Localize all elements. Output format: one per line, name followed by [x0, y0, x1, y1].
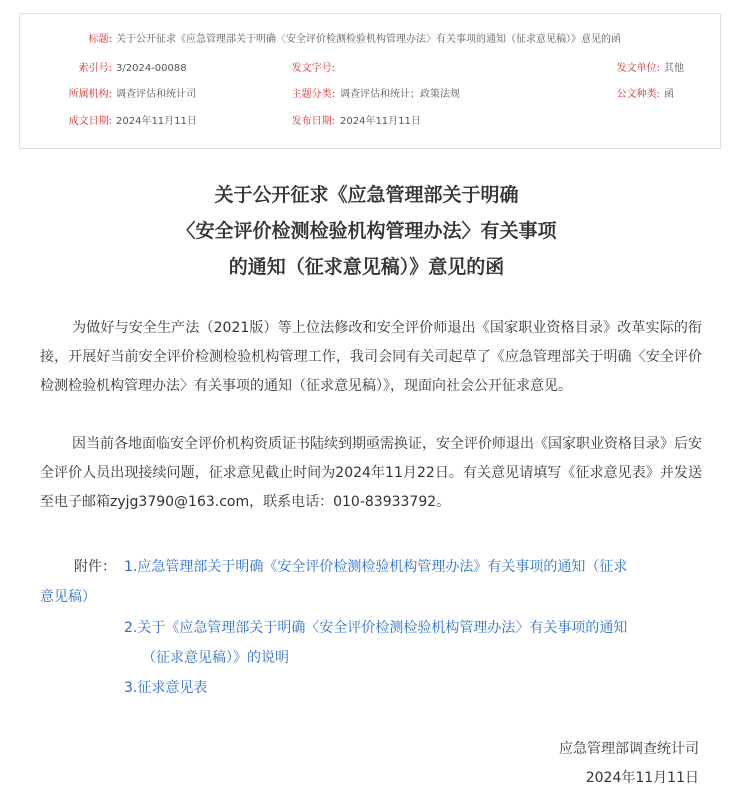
body-paragraph-1 [40, 314, 702, 401]
meta-date-pub-label: 发布日期: [291, 116, 335, 127]
attachment-1-link[interactable]: 1.应急管理部关于明确《安全评价检测检验机构管理办法》有关事项的通知（征求 [124, 559, 628, 575]
signature-org: 应急管理部调查统计司 [559, 741, 699, 757]
meta-row-org [20, 88, 720, 102]
meta-row-index [20, 62, 720, 76]
attachment-3-link[interactable]: 3.征求意见表 [124, 680, 208, 696]
attachment-2-link[interactable]: 2.关于《应急管理部关于明确〈安全评价检测检验机构管理办法〉有关事项的通知 [124, 620, 628, 636]
meta-title-label: 标题: [88, 34, 112, 45]
signature-date: 2024年11月11日 [585, 770, 699, 786]
body-paragraph-2 [40, 430, 702, 517]
meta-title-value: 关于公开征求《应急管理部关于明确〈安全评价检测检验机构管理办法〉有关事项的通知（征求意见稿）》意见的函 [116, 34, 621, 45]
meta-issuer-label: 发文单位: [616, 63, 660, 74]
meta-issuer-value: 其他 [664, 63, 684, 74]
meta-date-made-value: 2024年11月11日 [116, 116, 197, 127]
body-paragraph-1-text: 为做好与安全生产法（2021版）等上位法修改和安全评价师退出《国家职业资格目录》改革实际的衔接，开展好当前安全评价检测检验机构管理工作，我司会同有关司起草了《应急管理部关于明确〈安全评价检测检验机构管理办法〉有关事项的通知（征求意见稿）》，现面向社会公开征求意见。 [40, 320, 702, 394]
meta-row-dates [20, 115, 720, 129]
meta-org-label: 所属机构: [68, 89, 112, 100]
meta-date-made-label: 成文日期: [68, 116, 112, 127]
attachment-2-link-cont[interactable]: （征求意见稿）》的说明 [142, 650, 289, 666]
meta-date-pub-value: 2024年11月11日 [340, 116, 421, 127]
meta-topic-label: 主题分类: [291, 89, 335, 100]
document-title-line-3: 的通知（征求意见稿）》意见的函 [228, 256, 505, 278]
body-paragraph-2-text: 因当前各地面临安全评价机构资质证书陆续到期亟需换证，安全评价师退出《国家职业资格目录》后安全评价人员出现接续问题，征求意见截止时间为2024年11月22日。有关意见请填写《征求意见表》并发送至电子邮箱zyjg3790@163.com，联系电话：010-83933792。 [40, 436, 702, 510]
meta-index-label: 索引号: [78, 63, 112, 74]
attachment-1-link-cont[interactable]: 意见稿） [40, 589, 96, 605]
document-title-line-2: 〈安全评价检测检验机构管理办法〉有关事项 [176, 220, 557, 242]
meta-docno-label: 发文字号: [291, 63, 335, 74]
meta-type-label: 公文种类: [616, 89, 660, 100]
metadata-panel [19, 13, 721, 149]
meta-topic-value: 调查评估和统计；政策法规 [340, 89, 460, 100]
meta-index-value: 3/2024-00088 [116, 63, 187, 74]
attachments-label: 附件： [74, 559, 116, 575]
document-title-line-1: 关于公开征求《应急管理部关于明确 [214, 184, 519, 206]
meta-row-title [20, 33, 720, 47]
meta-type-value: 函 [664, 89, 674, 100]
meta-org-value: 调查评估和统计司 [116, 89, 196, 100]
